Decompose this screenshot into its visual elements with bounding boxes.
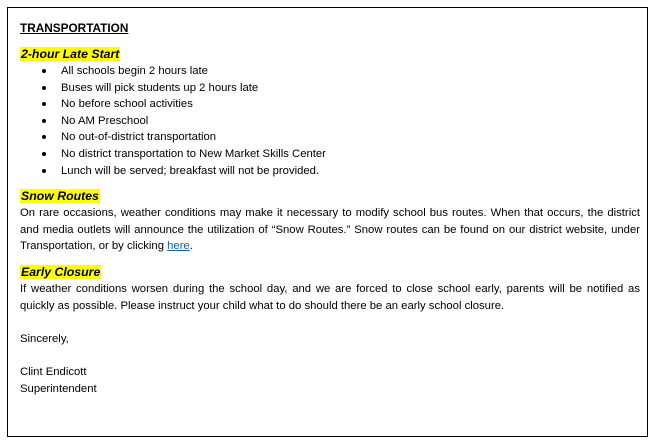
list-item [42,63,640,80]
list-item-text: Buses will pick students up 2 hours late [61,81,259,94]
bullet-icon [42,152,46,156]
list-item-text: No out-of-district transportation [61,131,217,144]
snow-routes-paragraph [20,205,640,255]
closing-text: Sincerely, [20,332,69,345]
bullet-icon [42,69,46,73]
list-item-text: No AM Preschool [61,114,149,127]
list-item-text: No before school activities [61,98,193,111]
bullet-icon [42,86,46,90]
list-item [42,163,640,180]
signer-name: Clint Endicott [20,365,87,378]
signer-position: Superintendent [20,382,97,395]
spacer [20,314,640,331]
snow-routes-heading-text: Snow Routes [21,189,99,204]
early-closure-heading-text: Early Closure [21,264,101,279]
list-item [42,96,640,113]
list-item [42,113,640,130]
document-content [20,20,640,397]
document-frame [7,7,648,437]
late-start-list [20,63,640,179]
document-title: TRANSPORTATION [20,21,129,35]
snow-routes-text: On rare occasions, weather conditions may make it necessary to modify school bus routes. When that occurs, the district and media outlets will announce the utilization of “Snow Routes.” Snow routes can be found on our district website, under Transportation, or by clicking [20,207,640,253]
snow-routes-period: . [189,240,193,253]
list-item-text: Lunch will be served; breakfast will not be provided. [61,164,320,177]
early-closure-paragraph: If weather conditions worsen during the school day, and we are forced to close school early, parents will be notified as quickly as possible. Please instruct your child what to do should there be an early school closure. [20,282,640,312]
spacer [20,347,640,364]
snow-routes-heading [20,188,640,205]
list-item-text: All schools begin 2 hours late [61,65,208,77]
bullet-icon [42,119,46,123]
list-item-text: No district transportation to New Market Skills Center [61,147,326,160]
snow-routes-link[interactable]: here [167,240,190,253]
bullet-icon [42,135,46,139]
late-start-heading [20,46,640,63]
early-closure-heading [20,264,640,281]
list-item [42,80,640,97]
bullet-icon [42,102,46,106]
late-start-heading-text: 2-hour Late Start [21,47,120,61]
list-item [42,129,640,146]
list-item [42,146,640,163]
bullet-icon [42,169,46,173]
